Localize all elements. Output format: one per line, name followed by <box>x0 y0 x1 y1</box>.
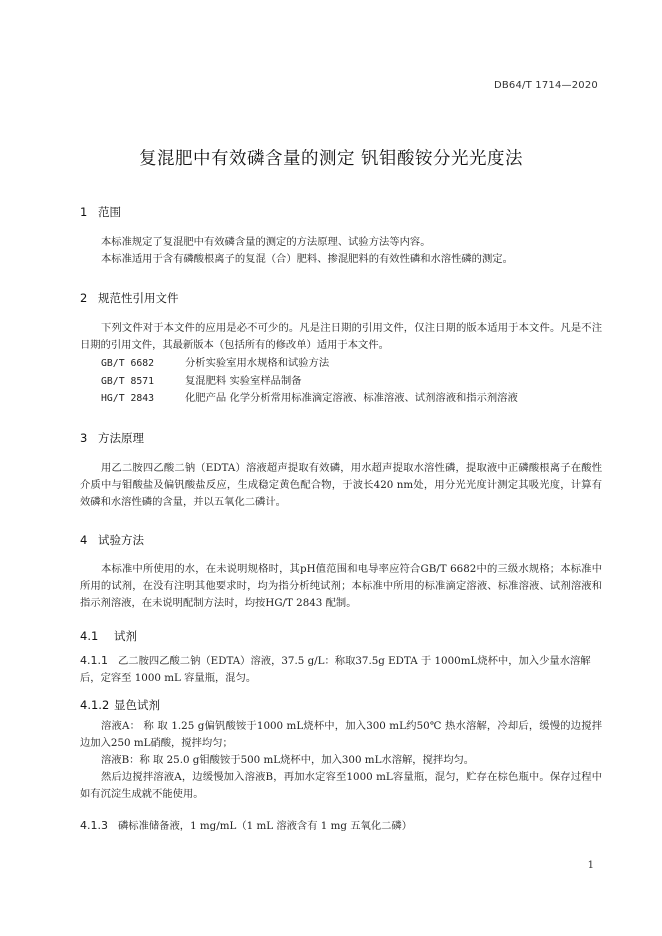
section-title: 规范性引用文件 <box>98 291 179 305</box>
reference-title: 化肥产品 化学分析常用标准滴定溶液、标准溶液、试剂溶液和指示剂溶液 <box>185 392 518 404</box>
section-4-1-2-body <box>80 718 602 803</box>
paragraph: 溶液A： 称 取 1.25 g偏钒酸铵于1000 mL烧杯中，加入300 mL约50℃ 热水溶解，冷却后，缓慢的边搅拌边加入250 mL硝酸，搅拌均匀； <box>80 720 602 749</box>
reference-code: HG/T 2843 <box>101 393 155 404</box>
section-title: 显色试剂 <box>114 698 160 712</box>
reference-code: GB/T 8571 <box>101 375 155 387</box>
paragraph: 用乙二胺四乙酸二钠（EDTA）溶液超声提取有效磷，用水超声提取水溶性磷，提取液中正磷酸根离子在酸性介质中与钼酸盐及偏钒酸盐反应，生成稳定黄色配合物，于波长420 nm处，用分光光度计测定其吸光度，计算有效磷和水溶性磷的含量，并以五氧化二磷计。 <box>80 462 602 508</box>
reference-code: GB/T 6682 <box>101 358 155 369</box>
paragraph: 溶液B：称 取 25.0 g钼酸铵于500 mL烧杯中，加入300 mL水溶解，搅拌均匀。 <box>101 754 475 766</box>
reference-title: 复混肥料 实验室样品制备 <box>185 374 302 387</box>
section-title: 范围 <box>98 205 121 219</box>
section-4-1-3 <box>80 817 602 835</box>
section-3-body <box>80 460 602 511</box>
section-3-heading <box>80 430 144 446</box>
section-number: 2 <box>80 291 88 305</box>
section-title: 试验方法 <box>98 533 144 547</box>
paragraph: 下列文件对于本文件的应用是必不可少的。凡是注日期的引用文件，仅注日期的版本适用于本文件。凡是不注日期的引用文件，其最新版本（包括所有的修改单）适用于本文件。 <box>80 322 602 351</box>
reference-item <box>101 355 518 373</box>
paragraph: 然后边搅拌溶液A，边缓慢加入溶液B，再加水定容至1000 mL容量瓶，混匀，贮存在棕色瓶中。保存过程中如有沉淀生成就不能使用。 <box>80 771 602 800</box>
section-4-1-heading <box>80 628 137 644</box>
reference-item <box>101 373 518 391</box>
paragraph: 磷标准储备液，1 mg/mL（1 mL 溶液含有 1 mg 五氧化二磷） <box>118 820 413 832</box>
section-4-1-2-heading <box>80 697 160 713</box>
paragraph: 本标准规定了复混肥中有效磷含量的测定的方法原理、试验方法等内容。 <box>101 236 431 248</box>
reference-item <box>101 390 518 408</box>
page-number: 1 <box>587 860 594 871</box>
standard-code: DB64/T 1714—2020 <box>493 80 598 91</box>
section-2-body <box>80 320 602 354</box>
reference-title: 分析实验室用水规格和试验方法 <box>185 357 330 369</box>
section-title: 试剂 <box>114 629 137 643</box>
section-1-heading <box>80 204 121 220</box>
section-4-1-1 <box>80 652 602 687</box>
normative-references <box>101 355 518 408</box>
document-title: 复混肥中有效磷含量的测定 钒钼酸铵分光光度法 <box>138 149 524 169</box>
section-number: 3 <box>80 431 88 445</box>
section-number: 4.1 <box>80 629 99 643</box>
section-1-body <box>80 234 602 268</box>
section-number: 4.1.3 <box>80 819 108 832</box>
section-number: 4 <box>80 533 88 547</box>
section-number: 1 <box>80 205 88 219</box>
paragraph: 本标准适用于含有磷酸根离子的复混（合）肥料、掺混肥料的有效性磷和水溶性磷的测定。 <box>101 253 513 265</box>
section-number: 4.1.1 <box>80 654 108 667</box>
section-2-heading <box>80 290 179 306</box>
section-4-heading <box>80 532 144 548</box>
section-title: 方法原理 <box>98 431 144 445</box>
paragraph: 本标准中所使用的水，在未说明规格时，其pH值范围和电导率应符合GB/T 6682中的三级水规格；本标准中所用的试剂，在没有注明其他要求时，均为指分析纯试剂；本标准中所用的标准滴定溶液、标准溶液、试剂溶液和指示剂溶液，在未说明配制方法时，均按HG/T 2843 配制。 <box>80 563 602 609</box>
section-number: 4.1.2 <box>80 698 110 712</box>
paragraph: 乙二胺四乙酸二钠（EDTA）溶液，37.5 g/L：称取37.5g EDTA 于 1000mL烧杯中，加入少量水溶解后，定容至 1000 mL 容量瓶，混匀。 <box>80 655 591 684</box>
section-4-body <box>80 561 602 612</box>
